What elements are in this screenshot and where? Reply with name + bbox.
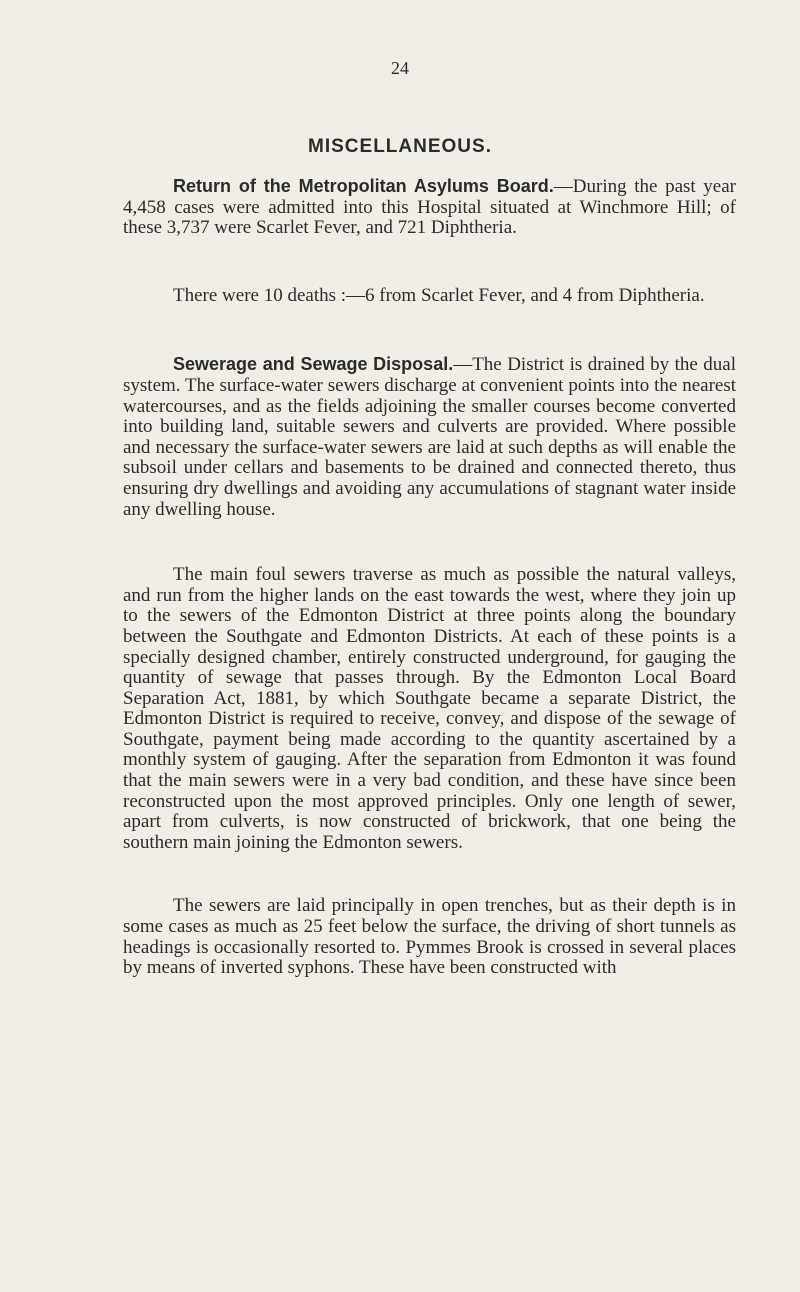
paragraph-deaths — [123, 286, 736, 307]
page-number: 24 — [391, 58, 409, 78]
paragraph-text: There were 10 deaths :—6 from Scarlet Fever, and 4 from Diphtheria. — [173, 284, 705, 306]
body-text — [123, 162, 736, 979]
paragraph-text: The main foul sewers traverse as much as possible the natural valleys, and run from the higher lands on the east towards the west, where they join up to the sewers of the Edmonton District at three points along the boundary between the Southgate and Edmonton Districts. At each of these points is a specially designed chamber, entirely constructed underground, for gauging the quantity of sewage that passes through. By the Edmonton Local Board Separation Act, 1881, by which Southgate became a separate District, the Edmonton District is required to receive, convey, and dispose of the sewage of Southgate, payment being made according to the quantity ascertained by a monthly system of gauging. After the separation from Edmonton it was found that the main sewers were in a very bad condition, and these have since been reconstructed upon the most approved principles. Only one length of sewer, apart from culverts, is now constructed of brickwork, that one being the southern main joining the Edmonton sewers. — [123, 564, 736, 853]
paragraph-main-foul-sewers — [123, 565, 736, 853]
paragraph-text: The sewers are laid principally in open trenches, but as their depth is in some cases as much as 25 feet below the surface, the driving of short tunnels as headings is occasionally resorted to. Pymmes Brook is crossed in several places by means of inverted syphons. These have been constructed with — [123, 895, 736, 979]
paragraph-trenches — [123, 896, 736, 978]
paragraph-text: —The District is drained by the dual system. The surface-water sewers discharge at convenient points into the nearest watercourses, and as the fields adjoining the smaller courses become converted into building land, suitable sewers and culverts are provided. Where possible and necessary the surface-water sewers are laid at such depths as will enable the subsoil under cellars and basements to be drained and connected thereto, thus ensuring dry dwellings and avoiding any accumulations of stagnant water inside any dwelling house. — [123, 354, 736, 520]
paragraph-heading: Sewerage and Sewage Disposal. — [173, 354, 454, 375]
section-title: MISCELLANEOUS. — [308, 136, 492, 157]
paragraph-asylums-board — [123, 176, 736, 239]
paragraph-sewerage — [123, 354, 736, 520]
paragraph-heading: Return of the Metropolitan Asylums Board. — [173, 176, 554, 196]
paragraph-text: —During the past year 4,458 cases were admitted into this Hospital situated at Winchmore Hill; of these 3,737 were Scarlet Fever, and 721 Diphtheria. — [123, 176, 736, 239]
